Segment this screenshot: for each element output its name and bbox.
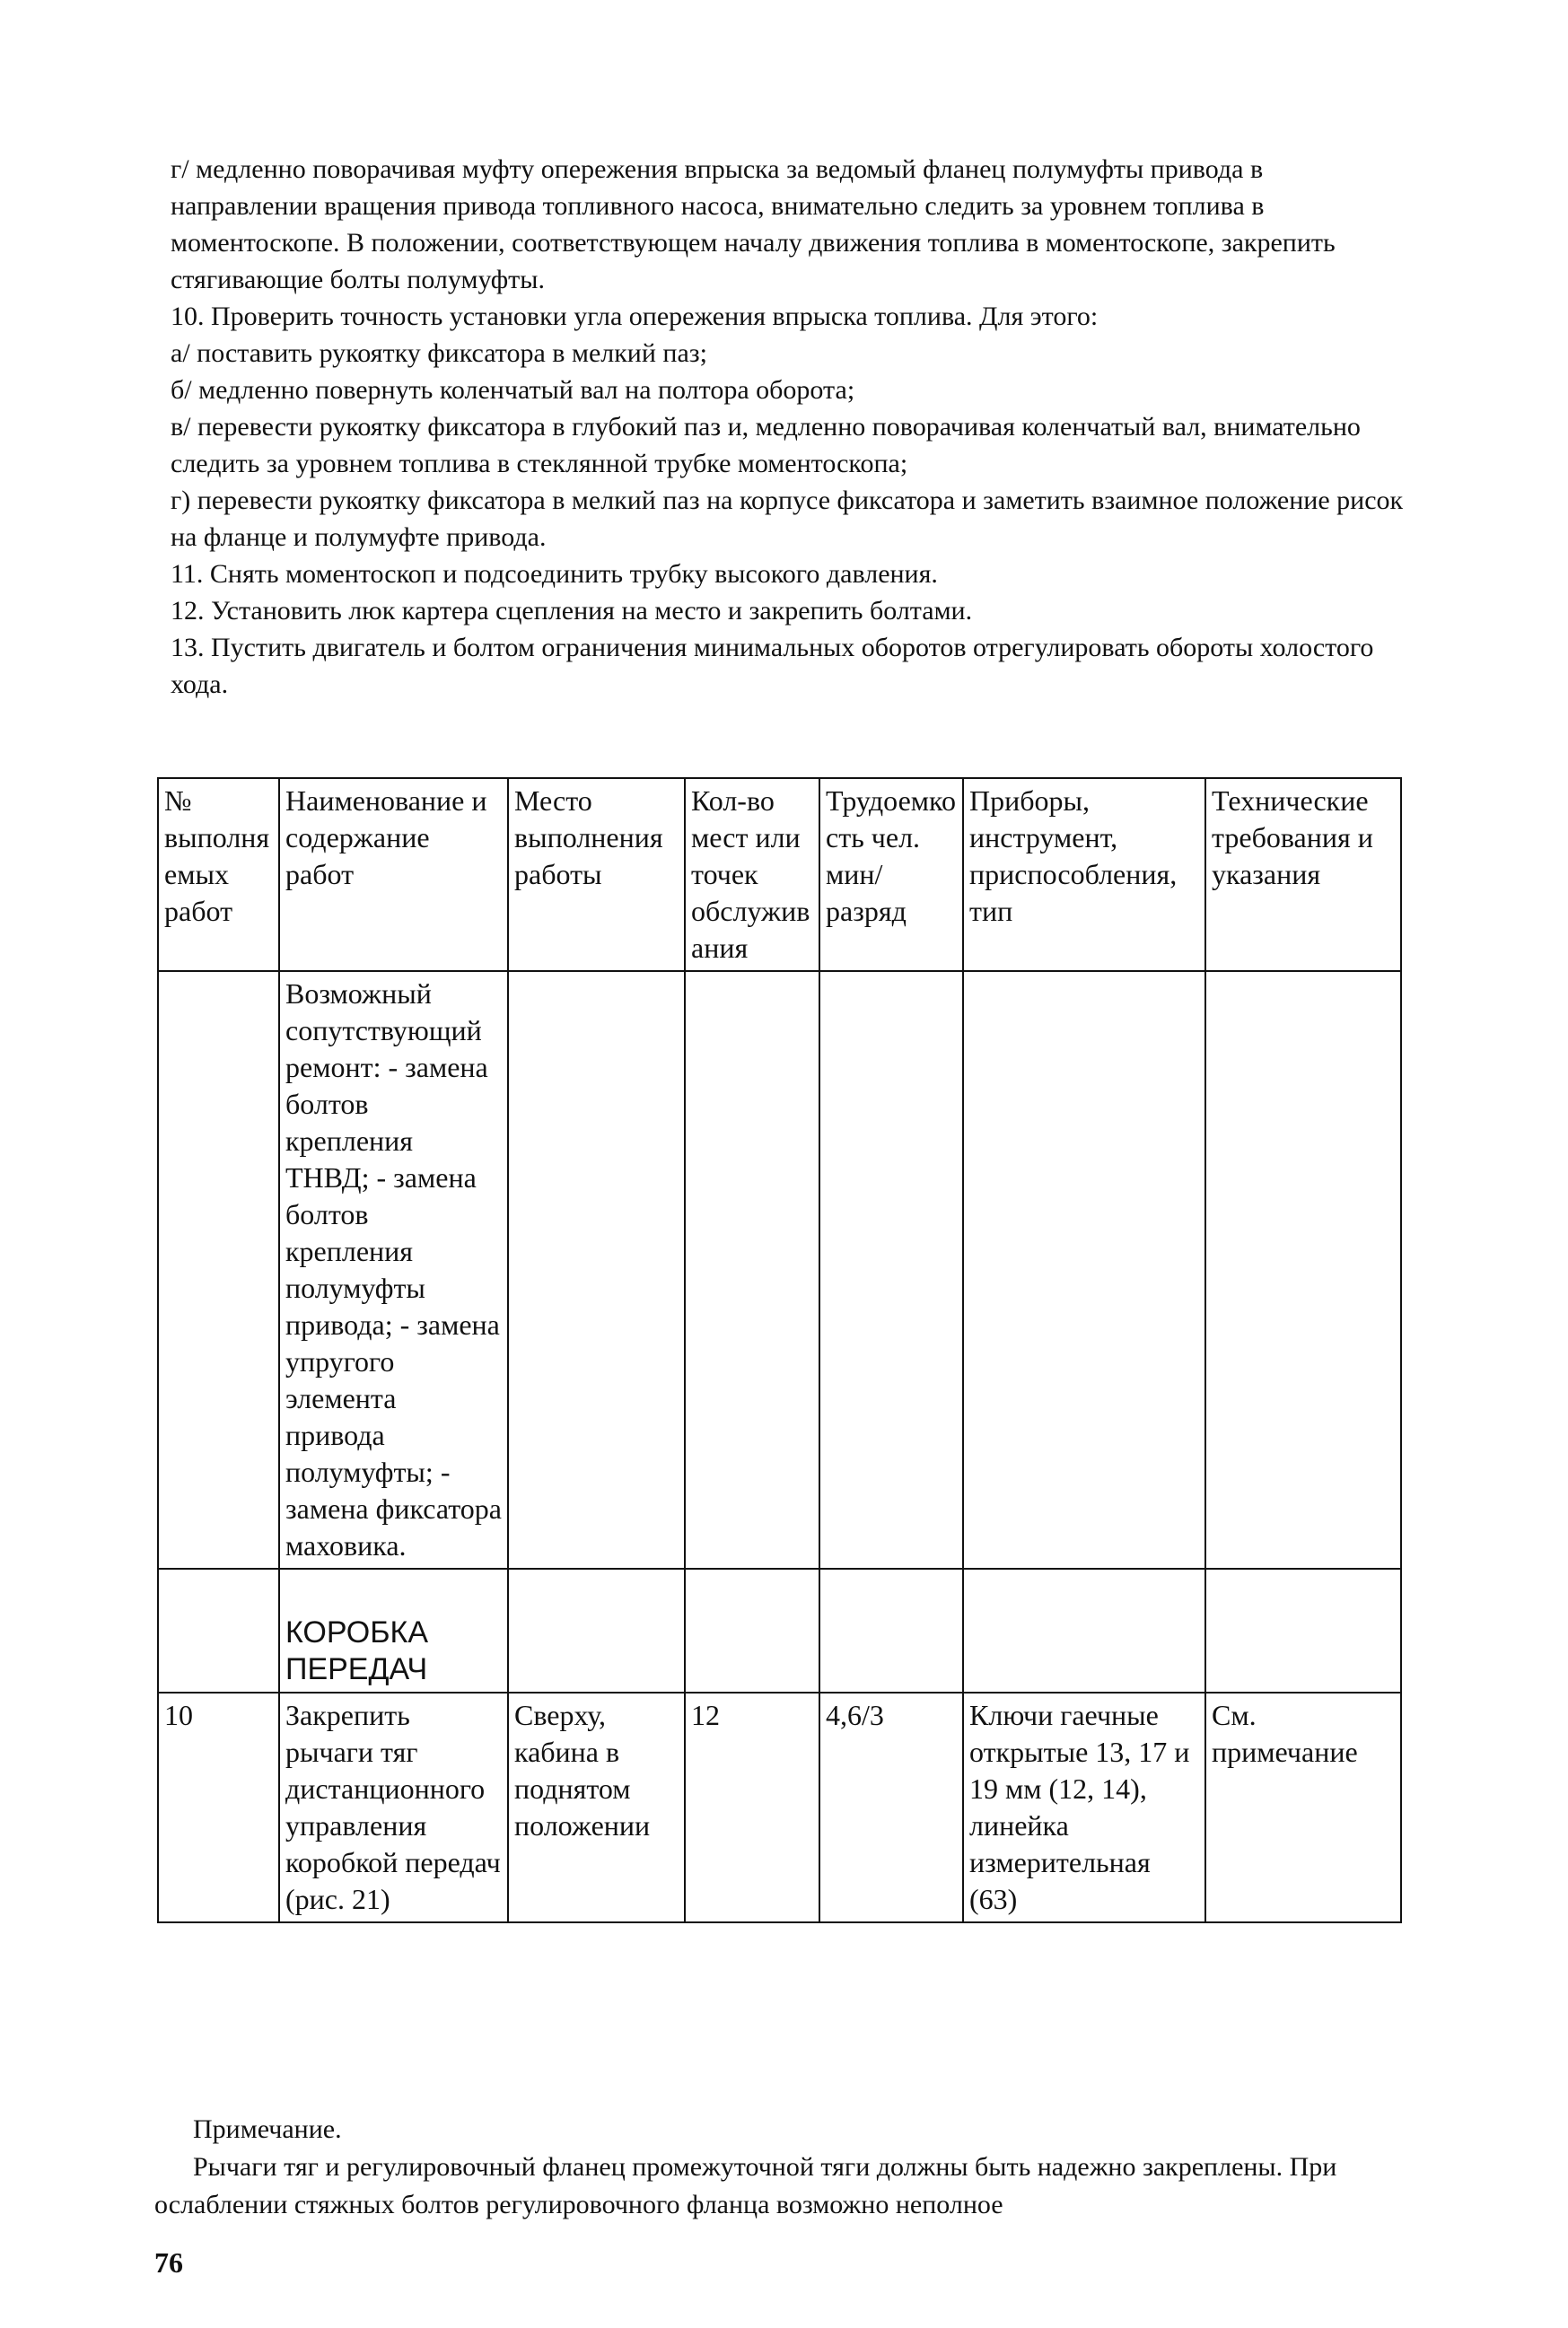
- cell-empty: [1205, 1569, 1401, 1693]
- cell-place: Сверху, кабина в поднятом положении: [508, 1693, 685, 1922]
- intro-paragraph-10: 13. Пустить двигатель и болтом ограничения минимальных оборотов отрегулировать обороты холостого хода.: [171, 633, 1374, 699]
- intro-text: [171, 151, 1427, 703]
- intro-paragraph-8: 11. Снять моментоскоп и подсоединить трубку высокого давления.: [171, 559, 938, 589]
- intro-paragraph-3: 10. Проверить точность установки угла опережения впрыска топлива. Для этого:: [171, 302, 1099, 331]
- table-header-row: [158, 778, 1401, 971]
- intro-paragraph-7: г) перевести рукоятку фиксатора в мелкий паз на корпусе фиксатора и заметить взаимное положение рисок на фланце и полумуфте привода.: [171, 486, 1404, 552]
- cell-points: 12: [685, 1693, 819, 1922]
- cell-empty: [158, 971, 279, 1569]
- header-requirements: Технические требования и указания: [1205, 778, 1401, 971]
- header-place: Место выполнения работы: [508, 778, 685, 971]
- note-block: [154, 2111, 1411, 2224]
- cell-empty: [685, 971, 819, 1569]
- page-number: 76: [154, 2246, 183, 2279]
- header-labor: Трудоемкость чел. мин/разряд: [819, 778, 963, 971]
- cell-empty: [819, 971, 963, 1569]
- cell-empty: [1205, 971, 1401, 1569]
- cell-tools: Ключи гаечные открытые 13, 17 и 19 мм (12, 14), линейка измерительная (63): [963, 1693, 1205, 1922]
- work-table: [157, 777, 1402, 1923]
- cell-empty: [963, 971, 1205, 1569]
- cell-empty: [158, 1569, 279, 1693]
- intro-paragraph-4: а/ поставить рукоятку фиксатора в мелкий паз;: [171, 338, 707, 368]
- cell-empty: [508, 971, 685, 1569]
- cell-empty: [508, 1569, 685, 1693]
- header-number: № выполняемых работ: [158, 778, 279, 971]
- intro-paragraph-5: б/ медленно повернуть коленчатый вал на полтора оборота;: [171, 375, 855, 405]
- cell-empty: [685, 1569, 819, 1693]
- intro-paragraph-2: направлении вращения привода топливного насоса, внимательно следить за уровнем топлива в моментоскопе. В положении, соответствующем началу движения топлива в моментоскопе, закрепить стягивающие болты полумуфты.: [171, 191, 1336, 294]
- header-tools: Приборы, инструмент, приспособления, тип: [963, 778, 1205, 971]
- intro-paragraph-9: 12. Установить люк картера сцепления на место и закрепить болтами.: [171, 596, 973, 626]
- cell-repair-name: Возможный сопутствующий ремонт: - замена болтов крепления ТНВД; - замена болтов крепления полумуфты привода; - замена упругого элемента привода полумуфты; - замена фиксатора маховика.: [279, 971, 508, 1569]
- table-row: [158, 1693, 1401, 1922]
- section-title: КОРОБКА ПЕРЕДАЧ: [279, 1569, 508, 1693]
- note-label: Примечание.: [193, 2114, 342, 2144]
- cell-labor: 4,6/3: [819, 1693, 963, 1922]
- table-row: [158, 1569, 1401, 1693]
- table-row: [158, 971, 1401, 1569]
- intro-paragraph-1: г/ медленно поворачивая муфту опережения впрыска за ведомый фланец полумуфты привода в: [171, 154, 1264, 184]
- header-points: Кол-во мест или точек обслуживания: [685, 778, 819, 971]
- cell-empty: [963, 1569, 1205, 1693]
- cell-name: Закрепить рычаги тяг дистанционного управления коробкой передач (рис. 21): [279, 1693, 508, 1922]
- note-text: Рычаги тяг и регулировочный фланец промежуточной тяги должны быть надежно закреплены. При ослаблении стяжных болтов регулировочного фланца возможно неполное: [154, 2152, 1337, 2219]
- intro-paragraph-6: в/ перевести рукоятку фиксатора в глубокий паз и, медленно поворачивая коленчатый вал, внимательно следить за уровнем топлива в стеклянной трубке моментоскопа;: [171, 412, 1361, 478]
- cell-number: 10: [158, 1693, 279, 1922]
- cell-requirements: См. примечание: [1205, 1693, 1401, 1922]
- header-name: Наименование и содержание работ: [279, 778, 508, 971]
- cell-empty: [819, 1569, 963, 1693]
